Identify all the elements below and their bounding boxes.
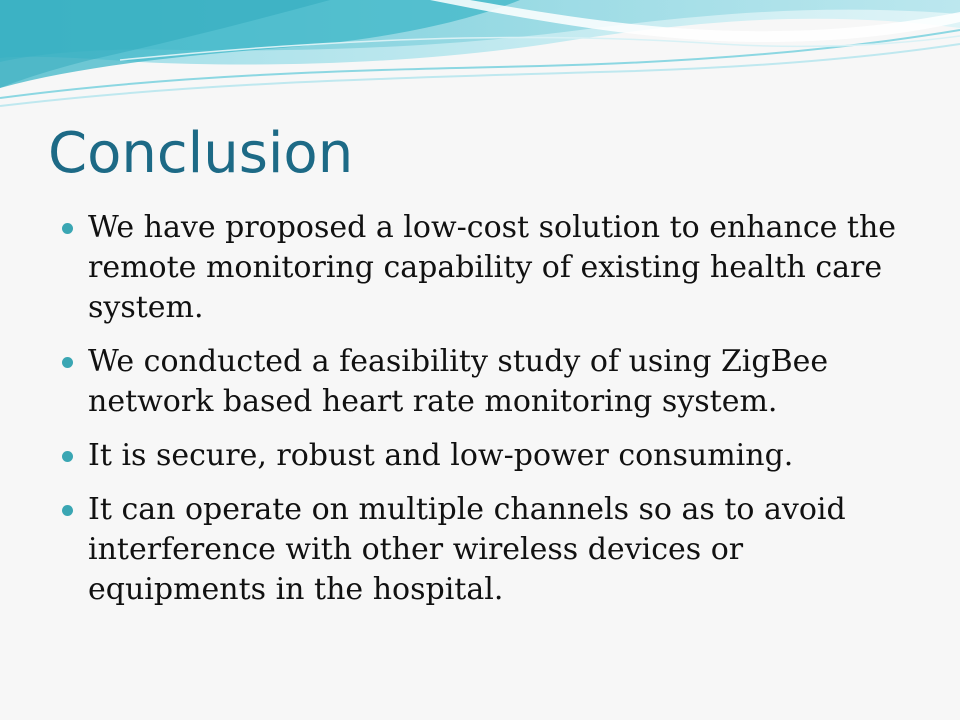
bullet-dot-icon [62, 451, 73, 462]
slide-title: Conclusion [48, 121, 354, 186]
header-wave-decoration [0, 0, 960, 120]
bullet-text: It can operate on multiple channels so as to avoid interference with other wireless devices or equipments in the hospital. [88, 492, 846, 607]
bullet-list [62, 208, 922, 624]
bullet-item [62, 208, 922, 328]
bullet-item [62, 490, 922, 610]
bullet-item [62, 436, 922, 476]
bullet-text: We have proposed a low-cost solution to enhance the remote monitoring capability of existing health care system. [88, 210, 897, 325]
bullet-item [62, 342, 922, 422]
bullet-text: We conducted a feasibility study of using ZigBee network based heart rate monitoring system. [88, 344, 829, 419]
bullet-text: It is secure, robust and low-power consuming. [88, 438, 794, 473]
bullet-dot-icon [62, 223, 73, 234]
bullet-dot-icon [62, 505, 73, 516]
bullet-dot-icon [62, 357, 73, 368]
